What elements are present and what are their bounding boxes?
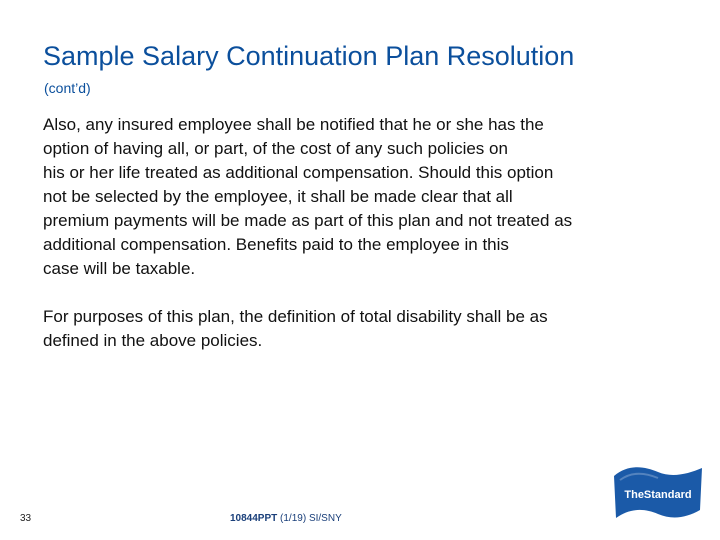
paragraph-line: case will be taxable. [43,259,196,278]
body-paragraph-1 [43,113,683,281]
paragraph-line: Also, any insured employee shall be notified that he or she has the [43,115,544,134]
paragraph-line: his or her life treated as additional compensation. Should this option [43,163,554,182]
flag-logo-icon [610,462,706,526]
slide-subtitle: (cont’d) [44,80,91,96]
paragraph-line: option of having all, or part, of the cost of any such policies on [43,139,508,158]
footer-code-id: 10844PPT [230,513,278,524]
page-number: 33 [20,513,32,524]
body-paragraph-2 [43,305,683,353]
slide-title: Sample Salary Continuation Plan Resolution [43,41,575,71]
paragraph-line: not be selected by the employee, it shall be made clear that all [43,187,513,206]
paragraph-line: For purposes of this plan, the definition of total disability shall be as [43,307,548,326]
paragraph-line: defined in the above policies. [43,331,263,350]
logo-text: TheStandard [624,489,692,501]
footer-code [230,513,342,524]
paragraph-line: additional compensation. Benefits paid to the employee in this [43,235,509,254]
paragraph-line: premium payments will be made as part of this plan and not treated as [43,211,573,230]
the-standard-logo [610,462,706,526]
footer-code-suffix: (1/19) SI/SNY [277,513,342,524]
